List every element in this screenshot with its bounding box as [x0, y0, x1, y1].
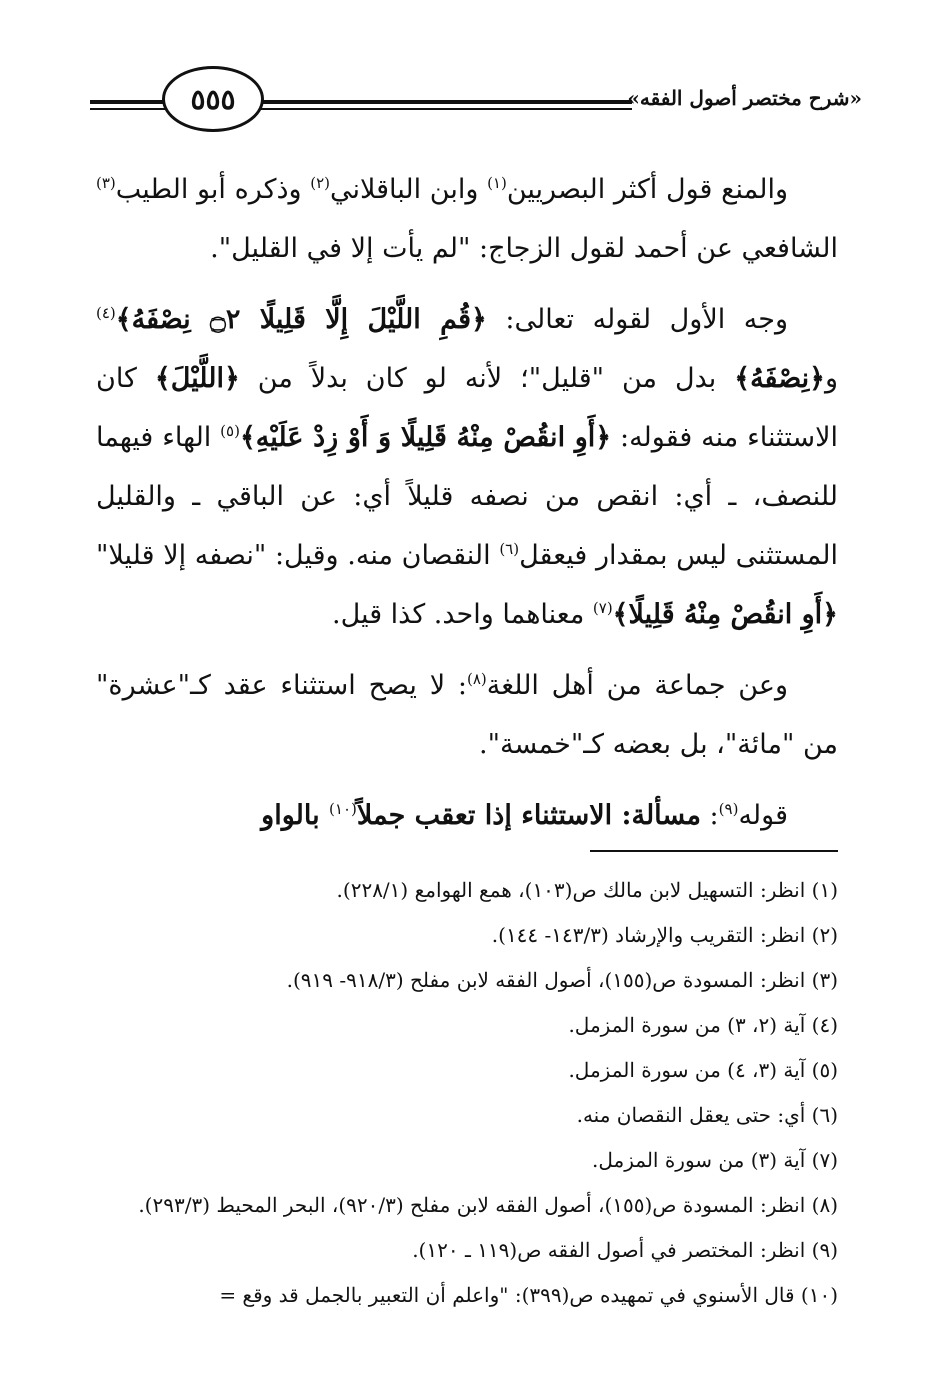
footnote-separator: [590, 850, 838, 852]
footnote-ref: (٥): [220, 422, 240, 440]
footnote-ref: (٦): [499, 540, 520, 558]
footnote-ref: (١): [487, 174, 507, 192]
footnotes: [94, 868, 838, 1318]
paragraph: قوله$^{(٩)}$: مسألة: الاستثناء إذا تعقب جملاً$^{(١٠)}$ بالواو: [261, 800, 788, 831]
footnote-ref: (٣): [96, 174, 116, 192]
quran-verse: ﴿أَوِ انقُصْ مِنْهُ قَلِيلًا وَ أَوْ زِدْ عَلَيْهِ﴾: [239, 422, 612, 453]
running-title: «شرح مختصر أصول الفقه»: [627, 86, 862, 110]
footnote-ref: (٤): [96, 304, 116, 322]
paragraph: وعن جماعة من أهل اللغة$^{(٨)}$: لا يصح استثناء عقد كـ"عشرة" من "مائة"، بل بعضه كـ"خمسة".: [96, 670, 838, 760]
paragraph: والمنع قول أكثر البصريين$^{(١)}$ وابن الباقلاني$^{(٢)}$ وذكره أبو الطيب$^{(٣)}$ الشافعي عن أحمد لقول الزجاج: "لم يأت إلا في القليل".: [96, 174, 838, 264]
quran-verse: ﴿قُمِ اللَّيْلَ إِلَّا قَلِيلًا ۝٢ نِصْفَهُ﴾: [115, 304, 487, 335]
bold-heading: مسألة: الاستثناء إذا تعقب جملاً: [356, 800, 701, 831]
page-header: [90, 62, 862, 142]
bold-heading-cont: بالواو: [261, 800, 330, 831]
footnote: (٥) آية (٣، ٤) من سورة المزمل.: [568, 1058, 838, 1082]
quran-verse: ﴿نِصْفَهُ﴾: [734, 363, 825, 394]
footnote: (١) انظر: التسهيل لابن مالك ص(١٠٣)، همع الهوامع (٢٢٨/١).: [336, 878, 838, 902]
page-number: ٥٥٥: [190, 82, 236, 116]
footnote: (١٠) قال الأسنوي في تمهيده ص(٣٩٩): "واعلم أن التعبير بالجمل قد وقع =: [219, 1283, 838, 1307]
footnote-ref: (٩): [718, 800, 739, 818]
footnote: (٤) آية (٢، ٣) من سورة المزمل.: [568, 1013, 838, 1037]
footnote: (٢) انظر: التقريب والإرشاد (١٤٣/٣- ١٤٤).: [491, 923, 838, 947]
main-text: [96, 160, 838, 857]
footnote: (٩) انظر: المختصر في أصول الفقه ص(١١٩ ـ ١٢٠).: [412, 1238, 838, 1262]
footnote: (٦) أي: حتى يعقل النقصان منه.: [576, 1103, 838, 1127]
footnote-ref: (٢): [310, 174, 330, 192]
paragraph: وجه الأول لقوله تعالى: ﴿قُمِ اللَّيْلَ إِلَّا قَلِيلًا ۝٢ نِصْفَهُ﴾$^{(٤)}$ و﴿نِصْفَهُ﴾ بدل من "قليل"؛ لأنه لو كان بدلاً من ﴿اللَّيْلَ﴾ كان الاستثناء منه فقوله: ﴿أَوِ انقُصْ مِنْهُ قَلِيلًا وَ أَوْ زِدْ عَلَيْهِ﴾$^{(٥)}$ الهاء فيهما للنصف، ـ أي: انقص من نصفه قليلاً أي: عن الباقي ـ والقليل المستثنى ليس بمقدار فيعقل$^{(٦)}$ النقصان منه. وقيل: "نصفه إلا قليلا" ﴿أَوِ انقُصْ مِنْهُ قَلِيلًا﴾$^{(٧)}$ معناهما واحد. كذا قيل.: [96, 304, 839, 630]
footnote-ref: (٧): [592, 599, 613, 617]
footnote-ref: (١٠): [329, 800, 357, 818]
footnote-ref: (٨): [466, 670, 487, 688]
page-number-oval: [162, 66, 264, 132]
footnote: (٣) انظر: المسودة ص(١٥٥)، أصول الفقه لابن مفلح (٩١٨/٣- ٩١٩).: [286, 968, 838, 992]
footnote: (٨) انظر: المسودة ص(١٥٥)، أصول الفقه لابن مفلح (٩٢٠/٣)، البحر المحيط (٢٩٣/٣).: [138, 1193, 838, 1217]
quran-verse: ﴿أَوِ انقُصْ مِنْهُ قَلِيلًا﴾: [612, 599, 838, 630]
quran-verse: ﴿اللَّيْلَ﴾: [154, 363, 240, 394]
footnote: (٧) آية (٣) من سورة المزمل.: [592, 1148, 838, 1172]
